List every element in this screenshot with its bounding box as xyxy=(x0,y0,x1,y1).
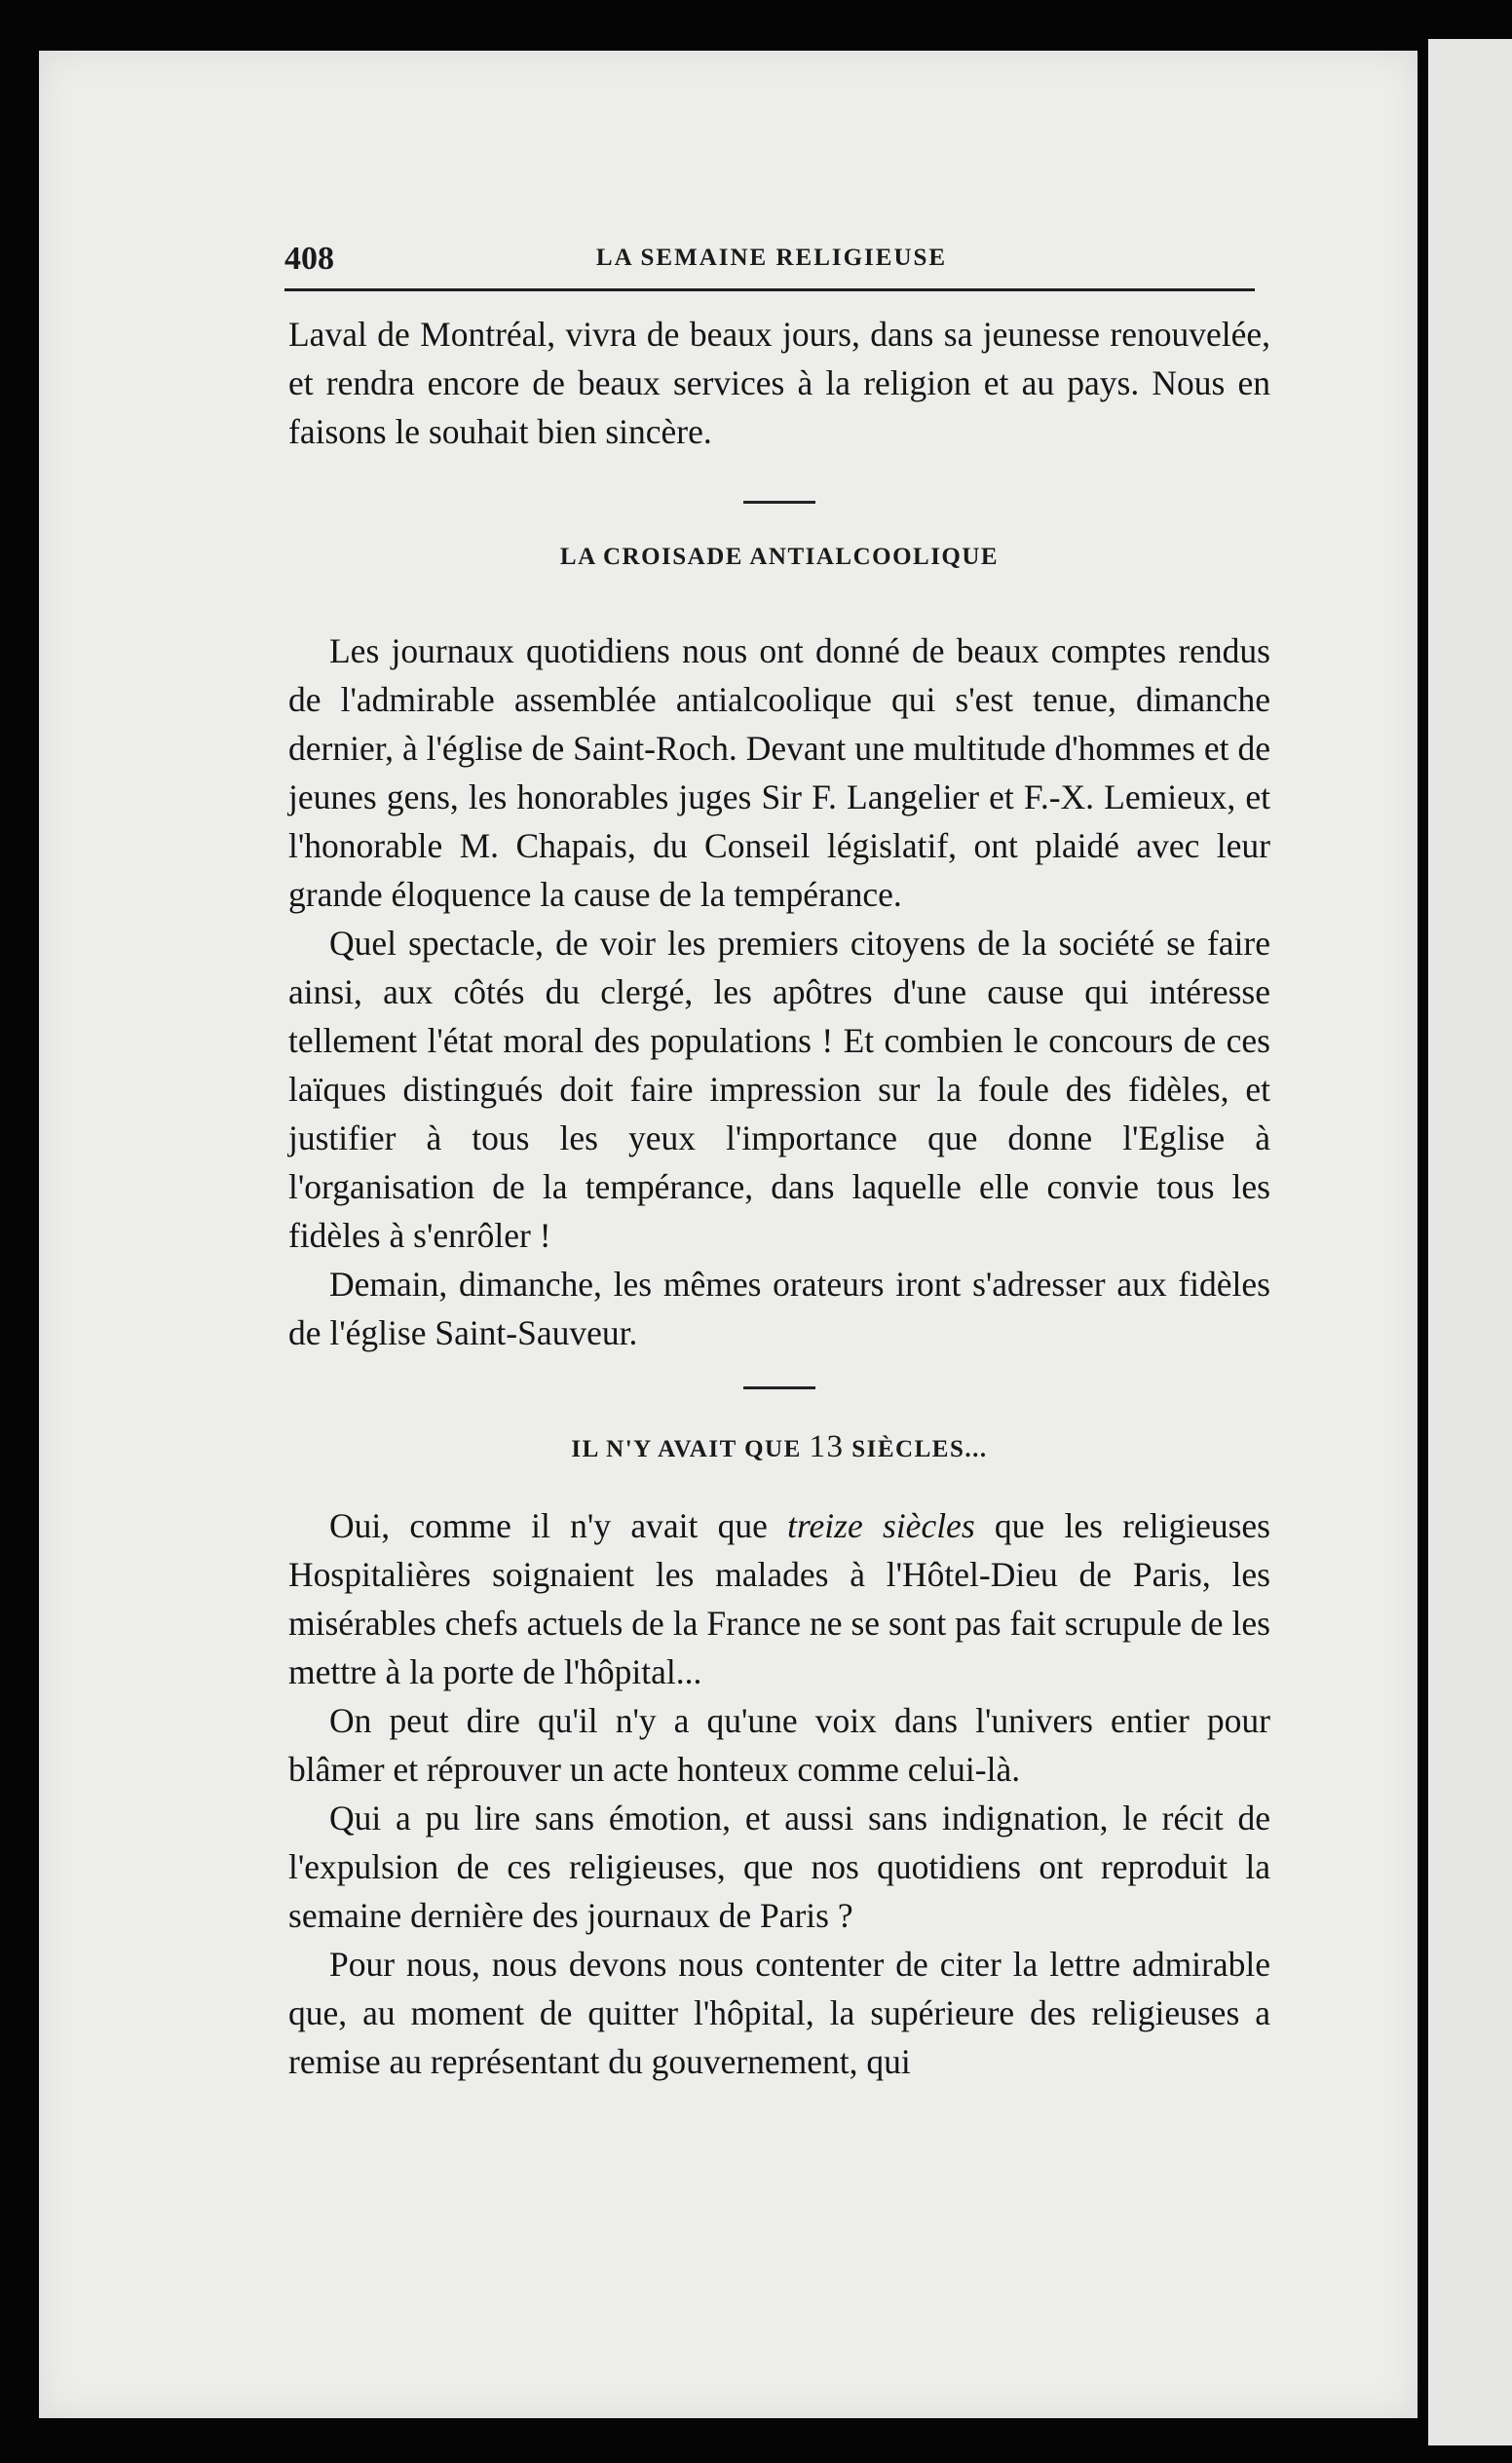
section-title-siecles xyxy=(288,1422,1270,1474)
intro-paragraph: Laval de Montréal, vivra de beaux jours, dans sa jeunesse renouvelée, et rendra encore de beaux services à la religion et au pays. Nous en faisons le souhait bien sincère. xyxy=(288,315,1270,451)
title-number: 13 xyxy=(809,1429,845,1464)
paragraph: Quel spectacle, de voir les premiers citoyens de la société se faire ainsi, aux côtés du clergé, les apôtres d'une cause qui intéresse tellement l'état moral des populations ! Et combien le concours de ces laïques distingués doit faire impression sur la foule des fidèles, et justifier à tous les yeux l'importance que donne l'Eglise à l'organisation de la tempérance, dans laquelle elle convie tous les fidèles à s'enrôler ! xyxy=(288,924,1270,1255)
title-text-before: IL N'Y AVAIT QUE xyxy=(571,1436,802,1462)
paragraph: Qui a pu lire sans émotion, et aussi sans indignation, le récit de l'expulsion de ces religieuses, que nos quotidiens ont reproduit la semaine dernière des journaux de Paris ? xyxy=(288,1799,1270,1935)
body-text xyxy=(288,310,1270,2086)
page-header xyxy=(284,241,1259,285)
paragraph: Pour nous, nous devons nous contenter de citer la lettre admirable que, au moment de quitter l'hôpital, la supérieure des religieuses a remise au représentant du gouvernement, qui xyxy=(288,1945,1270,2081)
italic-phrase: treize siècles xyxy=(787,1506,975,1545)
paragraph: Demain, dimanche, les mêmes orateurs iront s'adresser aux fidèles de l'église Saint-Sauveur. xyxy=(288,1265,1270,1352)
title-text-after: SIÈCLES... xyxy=(851,1436,988,1462)
paragraph: On peut dire qu'il n'y a qu'une voix dans l'univers entier pour blâmer et réprouver un acte honteux comme celui-là. xyxy=(288,1701,1270,1789)
text-run: que les religieuses Hospitalières soignaient les malades à l'Hôtel-Dieu de Paris, les misérables chefs actuels de la France ne se sont pas fait scrupule de les mettre à la porte de l'hôpital... xyxy=(288,1506,1270,1691)
header-rule xyxy=(284,288,1255,291)
running-title: LA SEMAINE RELIGIEUSE xyxy=(595,245,948,271)
paragraph xyxy=(288,1501,1270,1696)
text-run: Oui, comme il n'y avait que xyxy=(329,1506,768,1545)
adjacent-page-edge xyxy=(1428,39,1512,2445)
section-title-croisade: LA CROISADE ANTIALCOOLIQUE xyxy=(559,544,1000,570)
paragraph: Les journaux quotidiens nous ont donné de beaux comptes rendus de l'admirable assemblée antialcoolique qui s'est tenue, dimanche dernier, à l'église de Saint-Roch. Devant une multitude d'hommes et de jeunes gens, les honorables juges Sir F. Langelier et F.-X. Lemieux, et l'honorable M. Chapais, du Conseil législatif, ont plaidé avec leur grande éloquence la cause de la tempérance. xyxy=(288,631,1270,914)
page-number: 408 xyxy=(284,241,334,277)
